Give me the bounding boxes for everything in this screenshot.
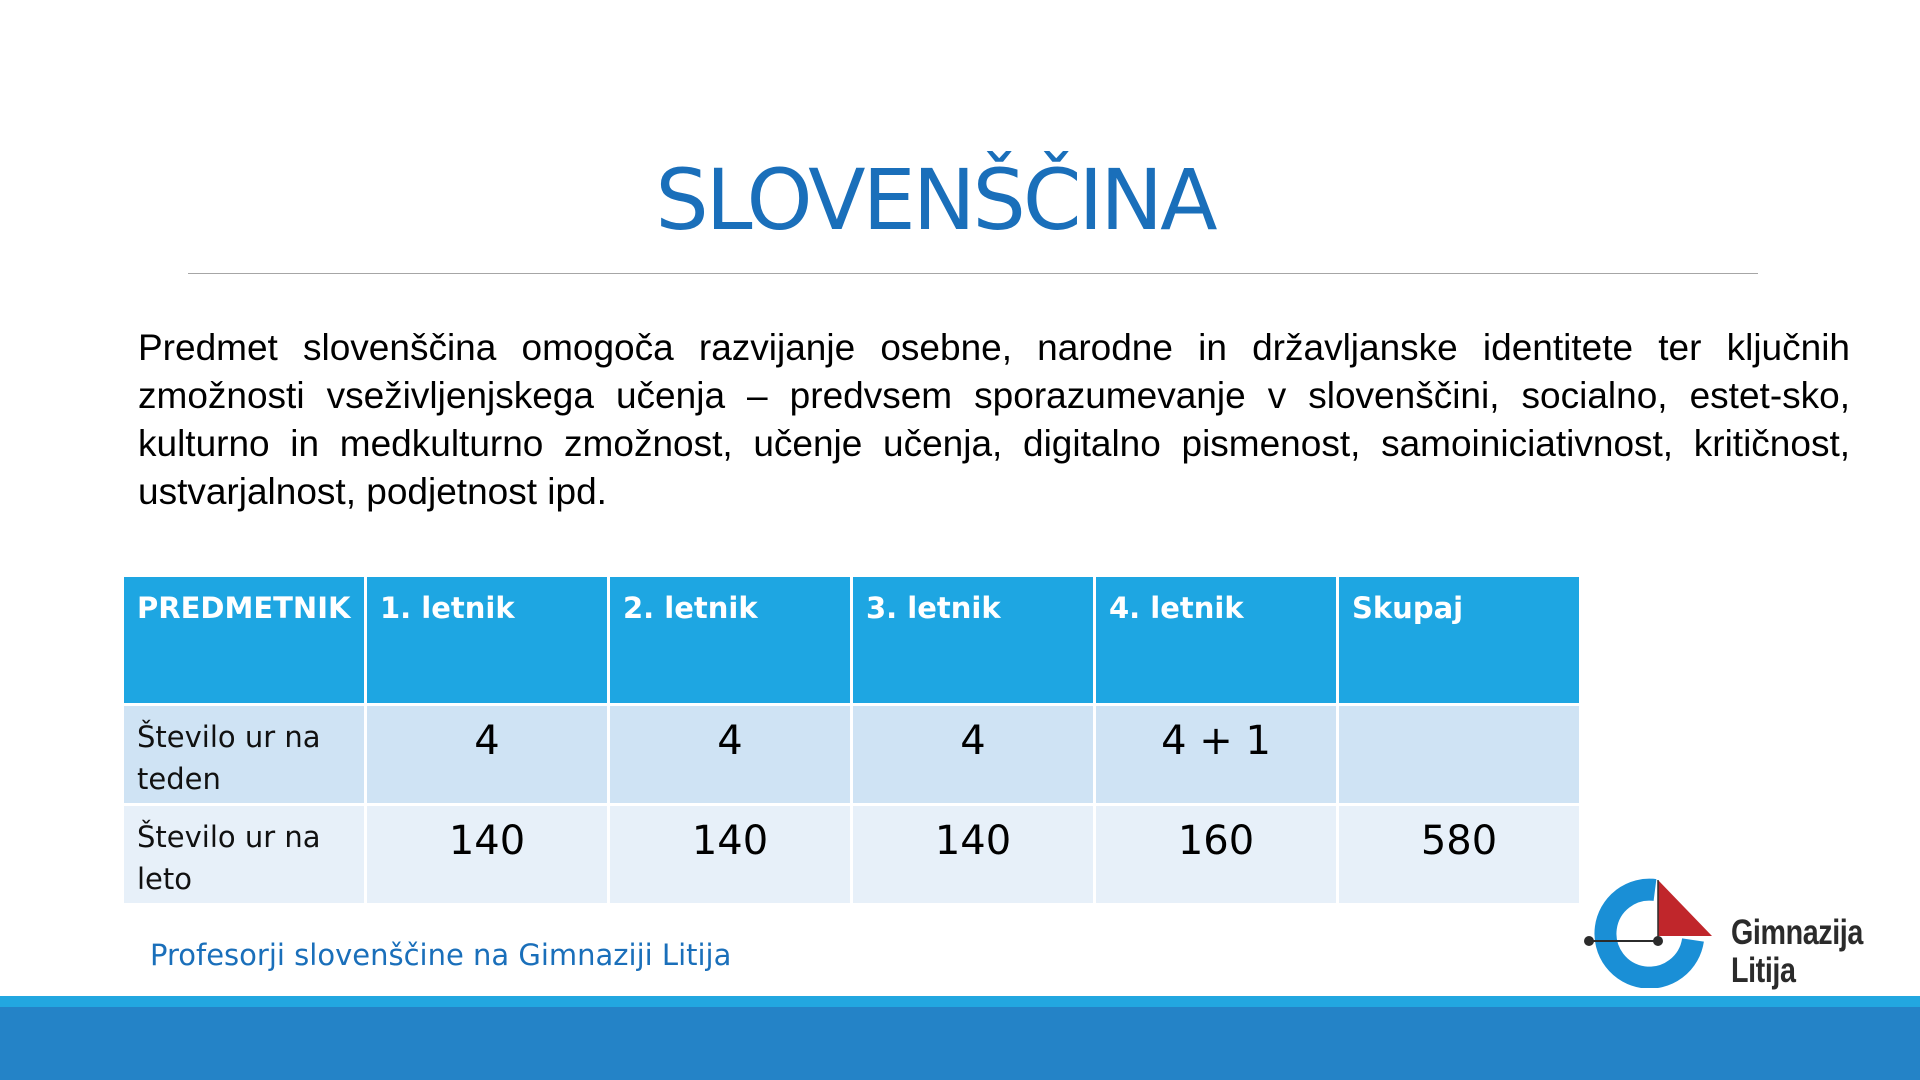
table-header-cell: Skupaj bbox=[1339, 577, 1579, 703]
table-cell: 580 bbox=[1339, 806, 1579, 903]
table-header-row bbox=[124, 577, 1579, 703]
table-cell: 140 bbox=[367, 806, 607, 903]
table-cell: 160 bbox=[1096, 806, 1336, 903]
slide-title: SLOVENŠČINA bbox=[655, 151, 1215, 249]
logo-line: Litija bbox=[1731, 951, 1796, 990]
table-header-cell: PREDMETNIK bbox=[124, 577, 364, 703]
table-cell: 4 bbox=[367, 706, 607, 803]
table-header-cell: 4. letnik bbox=[1096, 577, 1336, 703]
row-label-line: leto bbox=[137, 862, 193, 896]
footer-text: Profesorji slovenščine na Gimnaziji Litija bbox=[150, 938, 732, 972]
row-label-line: Število ur na bbox=[137, 820, 321, 854]
table-cell: 4 bbox=[853, 706, 1093, 803]
table-row bbox=[124, 806, 1579, 903]
table-header-cell: 1. letnik bbox=[367, 577, 607, 703]
table-row bbox=[124, 706, 1579, 803]
table-cell bbox=[1339, 706, 1579, 803]
slide-body-text: Predmet slovenščina omogoča razvijanje osebne, narodne in državljanske identitete ter ključnih zmožnosti vseživljenjskega učenja – predvsem sporazumevanje v slovenščini, socialno, estet-sko, kulturno in medkulturno zmožnost, učenje učenja, digitalno pismenost, samoiniciativnost, kritičnost, ustvarjalnost, podjetnost ipd. bbox=[138, 327, 1850, 512]
table-cell: 140 bbox=[610, 806, 850, 903]
table-cell: 140 bbox=[853, 806, 1093, 903]
footer-band-light bbox=[0, 996, 1920, 1007]
school-logo-text bbox=[1731, 914, 1863, 990]
logo-line: Gimnazija bbox=[1731, 913, 1863, 952]
table-header-cell: 3. letnik bbox=[853, 577, 1093, 703]
row-label-line: teden bbox=[137, 762, 221, 796]
table-cell: 4 + 1 bbox=[1096, 706, 1336, 803]
row-label-line: Število ur na bbox=[137, 720, 321, 754]
row-label bbox=[124, 706, 364, 803]
title-divider bbox=[188, 273, 1758, 274]
curriculum-table bbox=[121, 574, 1582, 906]
table-header-cell: 2. letnik bbox=[610, 577, 850, 703]
table-cell: 4 bbox=[610, 706, 850, 803]
row-label bbox=[124, 806, 364, 903]
footer-band-dark bbox=[0, 1007, 1920, 1080]
